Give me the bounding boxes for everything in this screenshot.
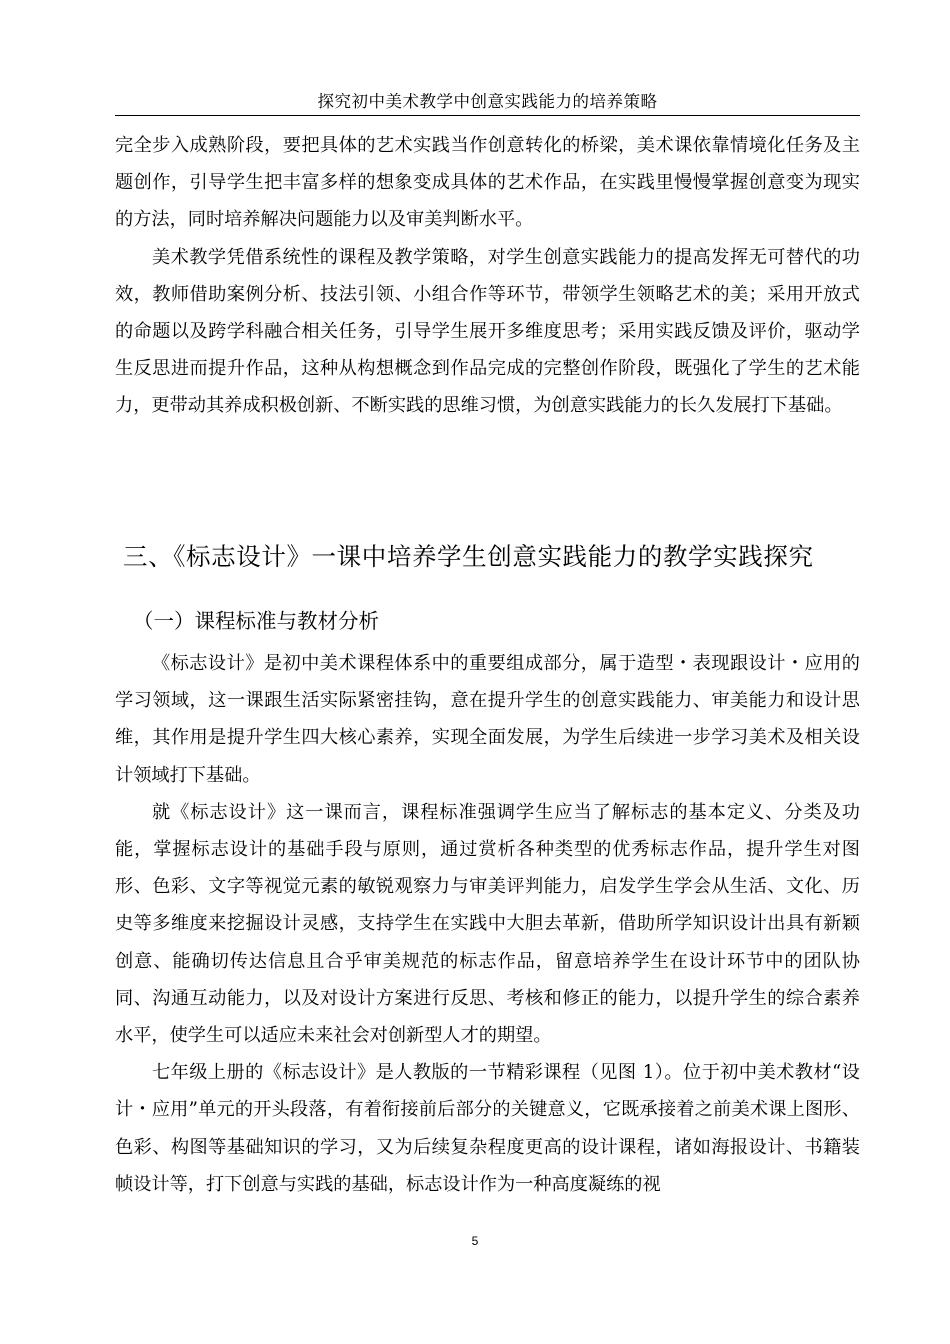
header-rule [115,115,860,116]
page-number: 5 [471,1234,479,1248]
paragraph: 完全步入成熟阶段，要把具体的艺术实践当作创意转化的桥梁，美术课依靠情境化任务及主题创作，引导学生把丰富多样的想象变成具体的艺术作品，在实践里慢慢掌握创意变为现实的方法，同时培养解决问题能力以及审美判断水平。 [115,135,860,231]
intro-text [115,127,860,425]
section-text [115,645,860,1203]
paragraph: 美术教学凭借系统性的课程及教学策略，对学生创意实践能力的提高发挥无可替代的功效，教师借助案例分析、技法引领、小组合作等环节，带领学生领略艺术的美；采用开放式的命题以及跨学科融合相关任务，引导学生展开多维度思考；采用实践反馈及评价，驱动学生反思进而提升作品，这种从构想概念到作品完成的完整创作阶段，既强化了学生的艺术能力，更带动其养成积极创新、不断实践的思维习惯，为创意实践能力的长久发展打下基础。 [115,246,860,417]
section-heading: 三、《标志设计》一课中培养学生创意实践能力的教学实践探究 [123,542,814,571]
paragraph: 七年级上册的《标志设计》是人教版的一节精彩课程（见图 1）。位于初中美术教材“设计・应用”单元的开头段落，有着衔接前后部分的关键意义，它既承接着之前美术课上图形、色彩、构图等基础知识的学习，又为后续复杂程度更高的设计课程，诸如海报设计、书籍装帧设计等，打下创意与实践的基础，标志设计作为一种高度凝练的视 [115,1062,860,1195]
paragraph: 《标志设计》是初中美术课程体系中的重要组成部分，属于造型・表现跟设计・应用的学习领域，这一课跟生活实际紧密挂钩，意在提升学生的创意实践能力、审美能力和设计思维，其作用是提升学生四大核心素养，实现全面发展，为学生后续进一步学习美术及相关设计领域打下基础。 [115,653,860,786]
running-header: 探究初中美术教学中创意实践能力的培养策略 [317,92,658,111]
subsection-heading: （一）课程标准与教材分析 [133,609,379,633]
paragraph: 就《标志设计》这一课而言，课程标准强调学生应当了解标志的基本定义、分类及功能，掌握标志设计的基础手段与原则，通过赏析各种类型的优秀标志作品，提升学生对图形、色彩、文字等视觉元素的敏锐观察力与审美评判能力，启发学生学会从生活、文化、历史等多维度来挖掘设计灵感，支持学生在实践中大胆去革新，借助所学知识设计出具有新颖创意、能确切传达信息且合乎审美规范的标志作品，留意培养学生在设计环节中的团队协同、沟通互动能力，以及对设计方案进行反思、考核和修正的能力，以提升学生的综合素养水平，使学生可以适应未来社会对创新型人才的期望。 [115,801,860,1047]
